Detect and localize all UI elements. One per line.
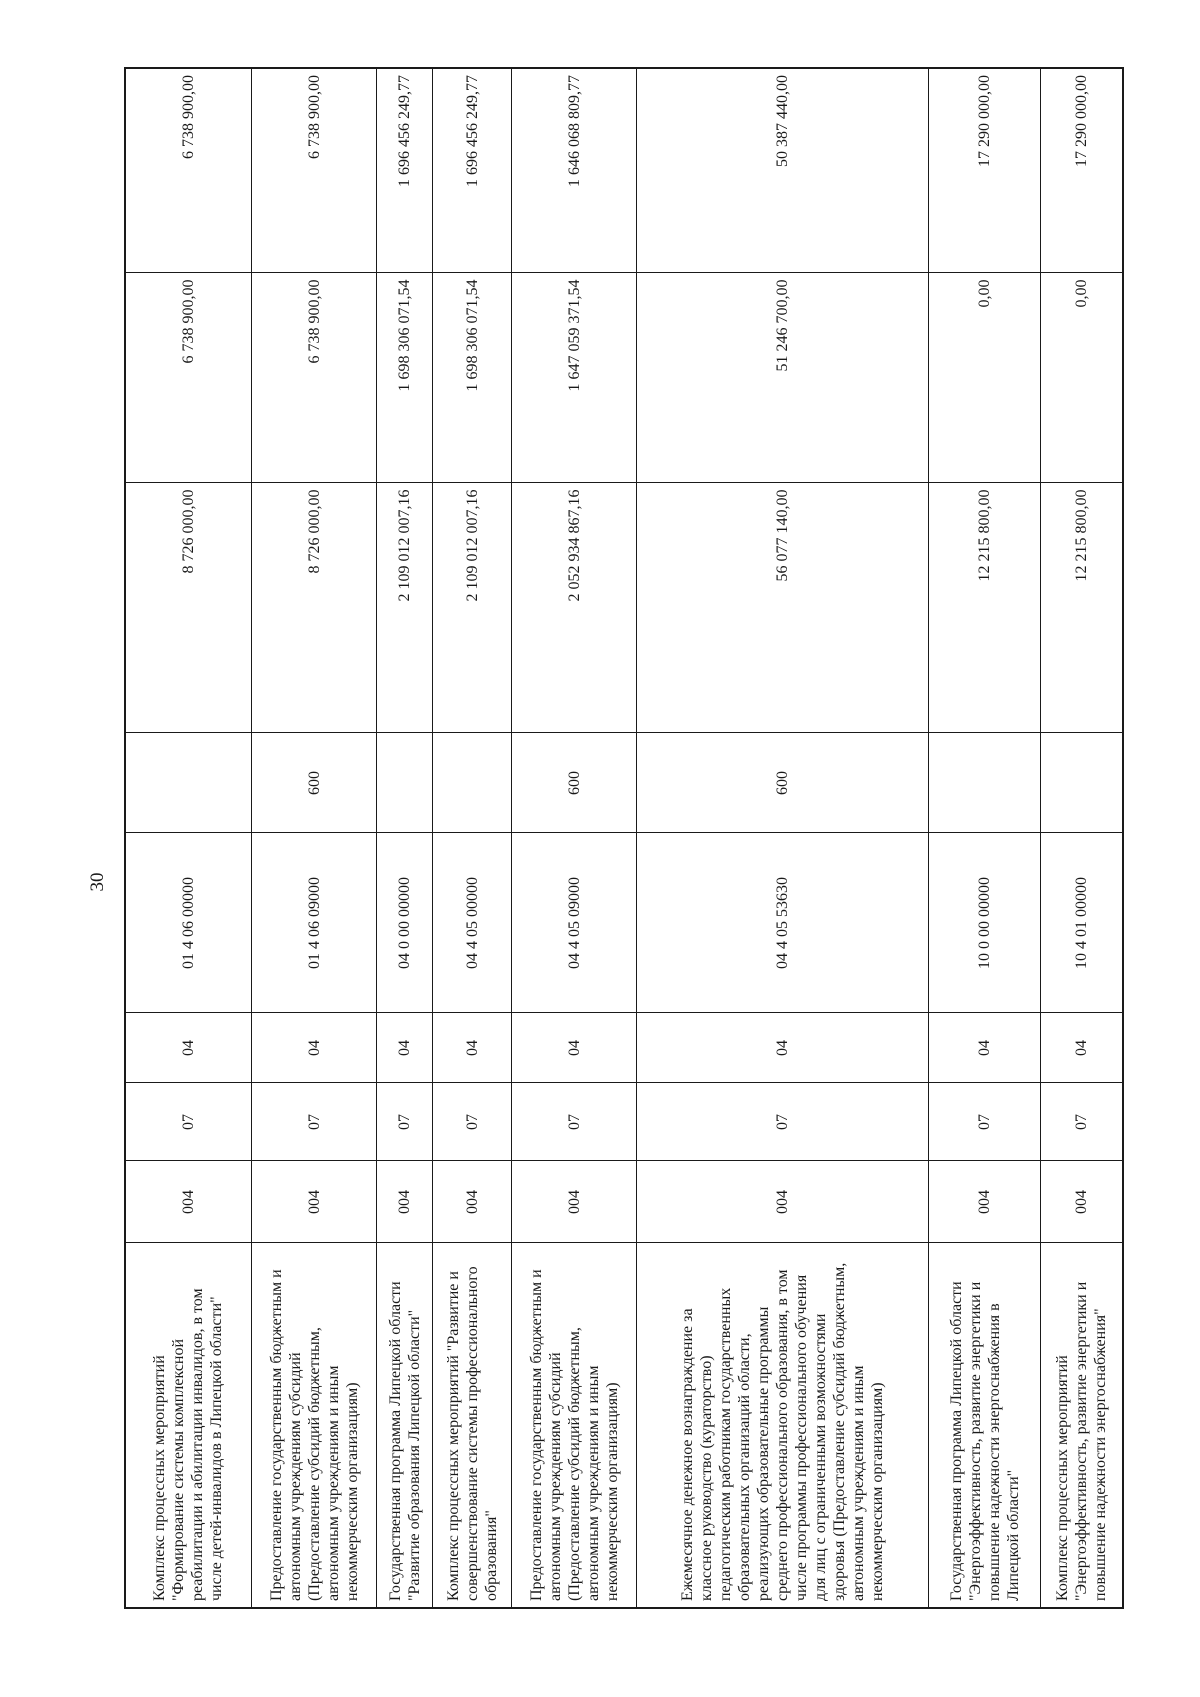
cell-amount-1: 2 052 934 867,16 <box>512 483 637 733</box>
cell-subsection: 04 <box>125 1013 251 1083</box>
cell-target-article: 04 4 05 09000 <box>512 833 637 1013</box>
cell-amount-2: 6 738 900,00 <box>125 273 251 483</box>
budget-table <box>124 67 1124 1609</box>
cell-target-article: 01 4 06 09000 <box>251 833 376 1013</box>
cell-amount-1: 8 726 000,00 <box>125 483 251 733</box>
cell-expense-type <box>929 733 1041 833</box>
cell-subsection: 04 <box>637 1013 929 1083</box>
cell-expense-type <box>1041 733 1123 833</box>
table-row <box>377 68 433 1608</box>
cell-section: 07 <box>1041 1083 1123 1161</box>
cell-section: 07 <box>377 1083 433 1161</box>
cell-grbs: 004 <box>433 1161 512 1243</box>
cell-amount-3: 6 738 900,00 <box>125 68 251 273</box>
table-row <box>251 68 376 1608</box>
table-row <box>433 68 512 1608</box>
cell-expense-type: 600 <box>637 733 929 833</box>
cell-amount-2: 0,00 <box>929 273 1041 483</box>
cell-section: 07 <box>125 1083 251 1161</box>
cell-name: Государственная программа Липецкой области "Энергоэффективность, развитие энергетики и повышение надежности энергоснабжения в Липецкой области" <box>929 1243 1041 1608</box>
cell-target-article: 04 0 00 00000 <box>377 833 433 1013</box>
cell-subsection: 04 <box>929 1013 1041 1083</box>
page-number-text: 30 <box>87 872 108 892</box>
cell-name: Предоставление государственным бюджетным и автономным учреждениям субсидий (Предоставление субсидий бюджетным, автономным учреждениям и иным некоммерческим организациям) <box>251 1243 376 1608</box>
cell-grbs: 004 <box>251 1161 376 1243</box>
cell-grbs: 004 <box>377 1161 433 1243</box>
cell-expense-type <box>433 733 512 833</box>
cell-section: 07 <box>637 1083 929 1161</box>
table-row <box>1041 68 1123 1608</box>
cell-amount-1: 2 109 012 007,16 <box>377 483 433 733</box>
cell-amount-3: 1 696 456 249,77 <box>433 68 512 273</box>
cell-amount-2: 0,00 <box>1041 273 1123 483</box>
cell-target-article: 04 4 05 00000 <box>433 833 512 1013</box>
cell-amount-2: 6 738 900,00 <box>251 273 376 483</box>
cell-subsection: 04 <box>433 1013 512 1083</box>
cell-amount-1: 12 215 800,00 <box>1041 483 1123 733</box>
cell-grbs: 004 <box>1041 1161 1123 1243</box>
cell-amount-3: 6 738 900,00 <box>251 68 376 273</box>
cell-amount-3: 50 387 440,00 <box>637 68 929 273</box>
cell-grbs: 004 <box>637 1161 929 1243</box>
cell-name: Предоставление государственным бюджетным и автономным учреждениям субсидий (Предоставление субсидий бюджетным, автономным учреждениям и иным некоммерческим организациям) <box>512 1243 637 1608</box>
table-row <box>929 68 1041 1608</box>
table-row <box>637 68 929 1608</box>
cell-target-article: 01 4 06 00000 <box>125 833 251 1013</box>
cell-amount-3: 17 290 000,00 <box>929 68 1041 273</box>
cell-expense-type: 600 <box>251 733 376 833</box>
cell-amount-2: 1 698 306 071,54 <box>433 273 512 483</box>
cell-amount-1: 2 109 012 007,16 <box>433 483 512 733</box>
cell-amount-1: 56 077 140,00 <box>637 483 929 733</box>
cell-amount-3: 1 696 456 249,77 <box>377 68 433 273</box>
table-row <box>512 68 637 1608</box>
cell-amount-1: 12 215 800,00 <box>929 483 1041 733</box>
cell-name: Комплекс процессных мероприятий "Формирование системы комплексной реабилитации и абилитации инвалидов, в том числе детей-инвалидов в Липецкой области" <box>125 1243 251 1608</box>
cell-expense-type <box>377 733 433 833</box>
cell-amount-2: 1 647 059 371,54 <box>512 273 637 483</box>
cell-subsection: 04 <box>251 1013 376 1083</box>
cell-amount-3: 17 290 000,00 <box>1041 68 1123 273</box>
cell-name: Государственная программа Липецкой области "Развитие образования Липецкой области" <box>377 1243 433 1608</box>
cell-amount-1: 8 726 000,00 <box>251 483 376 733</box>
cell-amount-2: 1 698 306 071,54 <box>377 273 433 483</box>
cell-section: 07 <box>251 1083 376 1161</box>
cell-section: 07 <box>433 1083 512 1161</box>
cell-grbs: 004 <box>125 1161 251 1243</box>
cell-expense-type: 600 <box>512 733 637 833</box>
cell-amount-3: 1 646 068 809,77 <box>512 68 637 273</box>
cell-section: 07 <box>929 1083 1041 1161</box>
cell-subsection: 04 <box>1041 1013 1123 1083</box>
cell-target-article: 10 4 01 00000 <box>1041 833 1123 1013</box>
cell-subsection: 04 <box>377 1013 433 1083</box>
cell-target-article: 10 0 00 00000 <box>929 833 1041 1013</box>
cell-grbs: 004 <box>512 1161 637 1243</box>
cell-amount-2: 51 246 700,00 <box>637 273 929 483</box>
cell-section: 07 <box>512 1083 637 1161</box>
cell-expense-type <box>125 733 251 833</box>
cell-name: Комплекс процессных мероприятий "Развитие и совершенствование системы профессионального образования" <box>433 1243 512 1608</box>
cell-subsection: 04 <box>512 1013 637 1083</box>
cell-name: Ежемесячное денежное вознаграждение за классное руководство (кураторство) педагогическим работникам государственных образовательных организаций области, реализующих образовательные программы среднего профессионального образования, в том числе программы профессионального обучения для лиц с ограниченными возможностями здоровья (Предоставление субсидий бюджетным, автономным учреждениям и иным некоммерческим организациям) <box>637 1243 929 1608</box>
cell-grbs: 004 <box>929 1161 1041 1243</box>
budget-table-frame <box>124 69 1124 1609</box>
cell-target-article: 04 4 05 53630 <box>637 833 929 1013</box>
table-row <box>125 68 251 1608</box>
cell-name: Комплекс процессных мероприятий "Энергоэффективность, развитие энергетики и повышение надежности энергоснабжения" <box>1041 1243 1123 1608</box>
